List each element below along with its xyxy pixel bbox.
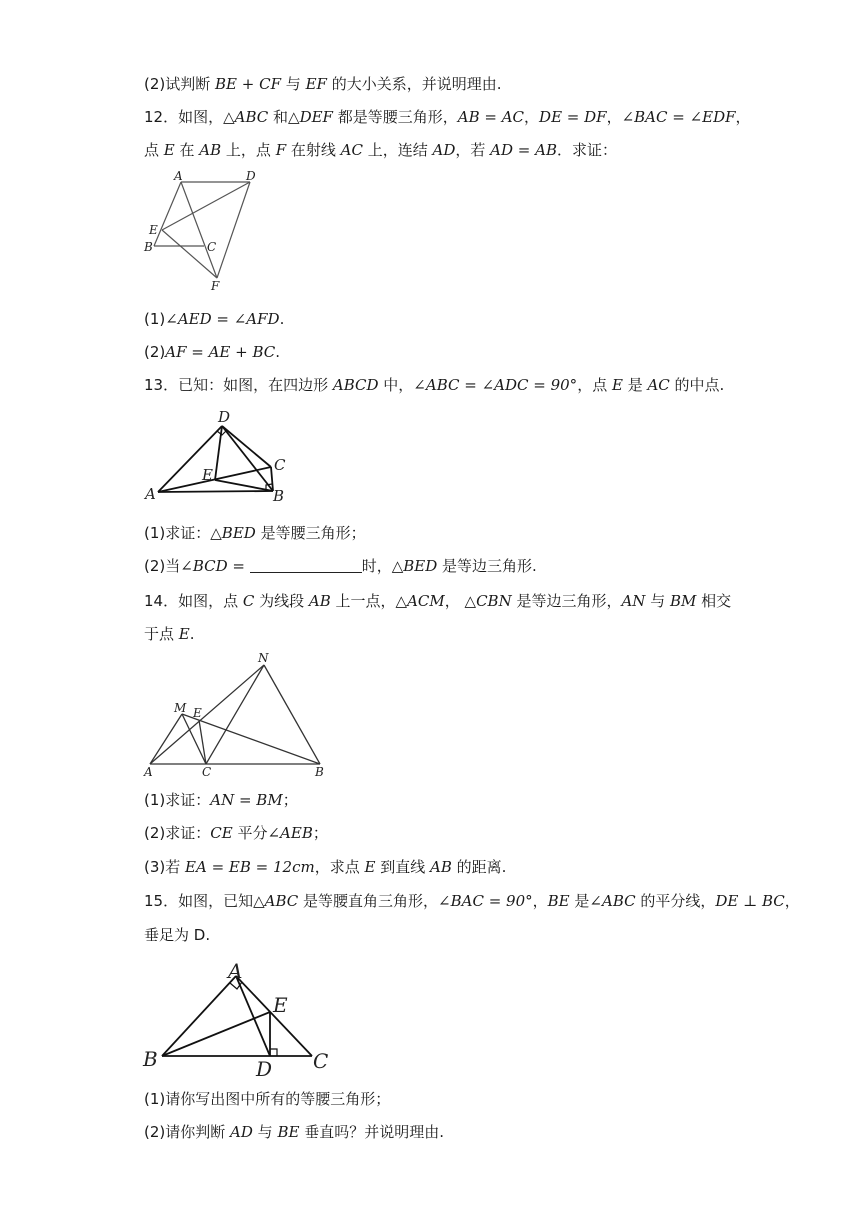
math: ∠AED = ∠AFD [165,310,280,328]
segment-cn [206,665,264,764]
text: 中， [378,376,414,394]
segment-an [150,665,264,764]
q13-stem [144,375,724,395]
label-d: D [246,169,256,183]
label-e: E [149,223,158,237]
text: 上，连结 [362,141,433,159]
text: 的大小关系，并说明理由. [326,75,502,93]
segment-df [217,182,250,278]
q15-part1 [144,1089,390,1109]
q15-stem-line2 [144,925,210,945]
math: AB [430,858,452,876]
math: F [275,141,287,159]
text: 与 [252,1123,278,1141]
text: (3)若 [144,858,186,876]
text: 平分 [232,824,268,842]
text: (2)请你判断 [144,1123,231,1141]
text: 已知：如图，在四边形 [178,376,333,394]
text: 于点 [144,625,179,643]
question-number: 15． [144,892,179,910]
text: ， [524,108,540,126]
q12-stem-line2 [144,140,617,160]
label-c: C [274,456,286,474]
math: AB [199,141,222,159]
segment-db [222,426,273,491]
text: 是等腰三角形； [255,524,366,542]
text: 的距离. [451,858,507,876]
math: E [364,858,376,876]
math: ∠ABC [589,892,636,910]
text: 上一点，△ [330,592,408,610]
math: CBN [476,592,512,610]
label-d: D [256,1057,273,1081]
segment-ad [236,976,270,1056]
text: (2) [144,343,166,361]
text: (1)求证： [144,791,211,809]
math: CF [259,75,282,93]
text: ， [606,108,622,126]
segment-ab [162,976,236,1056]
text: 垂足为 D. [144,926,211,944]
text: . [189,625,195,643]
text: ， △ [444,592,477,610]
q13-figure [140,402,300,506]
math: DE = DF [539,108,607,126]
text: (1)求证：△ [144,524,222,542]
text: (2)当 [144,557,181,575]
q14-part2 [144,823,328,843]
math: AD [432,141,456,159]
math: E [163,141,175,159]
math: ∠BAC = ∠EDF [621,108,736,126]
text: 如图，点 [178,592,243,610]
math: E [611,376,623,394]
label-e: E [202,466,213,484]
text: 的平分线， [635,892,716,910]
text: 相交 [696,592,732,610]
text: 上，点 [221,141,276,159]
text: 是等边三角形. [437,557,537,575]
math: E [178,625,190,643]
math: CE [210,824,233,842]
q13-part1 [144,523,366,543]
text: 如图，△ [178,108,235,126]
math: AC [340,141,363,159]
label-b: B [273,487,285,505]
math: ACM [407,592,445,610]
math: DE ⊥ BC [715,892,785,910]
math: BED [403,557,438,575]
math: ∠ABC = ∠ADC = 90° [413,376,578,394]
q15-part2 [144,1122,444,1142]
text: 都是等腰三角形， [332,108,458,126]
text: 为线段 [254,592,309,610]
math: ∠BCD = [180,557,250,575]
math: ABC [234,108,269,126]
text: ，求点 [314,858,365,876]
label-d: D [218,408,231,426]
math: BM [669,592,697,610]
segment-am [150,714,182,764]
label-f: F [211,279,220,293]
math: AD = AB [490,141,557,159]
label-e: E [193,706,202,720]
question-number: 12． [144,108,179,126]
text: (2)求证： [144,824,211,842]
label-b: B [315,765,324,779]
text: (1) [144,310,166,328]
text: 是 [569,892,590,910]
text: 如图，已知△ [178,892,265,910]
right-angle-d [270,1049,277,1056]
segment-dc [222,426,271,467]
text: ， [735,108,751,126]
math: ∠AEB [267,824,313,842]
math: DEF [299,108,333,126]
math: AB [308,592,331,610]
segment-ab [158,491,273,492]
text: . [279,310,285,328]
label-b: B [144,240,153,254]
q13-part2 [144,556,537,576]
label-c: C [313,1049,329,1073]
text: ，点 [577,376,612,394]
q11-part2 [144,74,501,94]
q14-part3 [144,857,506,877]
label-a: A [228,959,243,983]
math: BE [277,1123,300,1141]
text: ； [312,824,328,842]
text: 的中点. [669,376,725,394]
segment-de [162,182,250,230]
math: ∠BAC = 90° [438,892,533,910]
label-e: E [273,993,288,1017]
segment-ef [162,230,217,278]
q12-figure [140,168,270,298]
math: AN = BM [210,791,283,809]
question-number: 13． [144,376,179,394]
text: 与 [281,75,306,93]
text: ， [784,892,800,910]
segment-ab [154,182,181,246]
math: AD [230,1123,253,1141]
q14-stem-line1 [144,591,731,611]
text: ，若 [455,141,491,159]
label-a: A [144,765,153,779]
text: 是等腰直角三角形， [298,892,439,910]
math: BE [215,75,238,93]
text: ．求证： [556,141,617,159]
text: 是等边三角形， [511,592,622,610]
q12-part2 [144,342,280,362]
segment-af [181,182,217,278]
text: 是 [622,376,648,394]
math: BE [547,892,570,910]
text: ， [532,892,548,910]
math: + [237,75,260,93]
math: EF [305,75,327,93]
label-c: C [202,765,212,779]
math: AC [647,376,670,394]
text: 到直线 [375,858,430,876]
text: 与 [645,592,670,610]
text: 点 [144,141,164,159]
label-c: C [207,240,217,254]
q14-stem-line2 [144,624,195,644]
math: ABCD [332,376,379,394]
text: (1)请你写出图中所有的等腰三角形； [144,1090,391,1108]
label-n: N [258,651,269,665]
text: . [275,343,281,361]
text: (2)试判断 [144,75,216,93]
math: EA = EB = 12cm [185,858,315,876]
segment-eb [215,480,273,491]
text: 在射线 [286,141,341,159]
text: 在 [174,141,200,159]
math: BED [221,524,256,542]
q14-figure [140,650,340,780]
answer-blank[interactable] [250,558,362,573]
label-a: A [145,485,156,503]
text: 时，△ [361,557,404,575]
text: 垂直吗？并说明理由. [299,1123,444,1141]
q14-part1 [144,790,298,810]
q12-stem-line1 [144,107,751,127]
label-a: A [174,169,183,183]
q12-part1 [144,309,284,329]
math: ABC [264,892,299,910]
text: 和△ [268,108,300,126]
q15-figure [140,956,340,1080]
math: C [242,592,255,610]
math: AB = AC [457,108,525,126]
label-m: M [174,701,187,715]
q15-stem-line1 [144,891,800,911]
math: AF = AE + BC [165,343,276,361]
text: ； [282,791,298,809]
math: AN [621,592,646,610]
question-number: 14． [144,592,179,610]
segment-nb [264,665,320,764]
label-b: B [143,1047,158,1071]
